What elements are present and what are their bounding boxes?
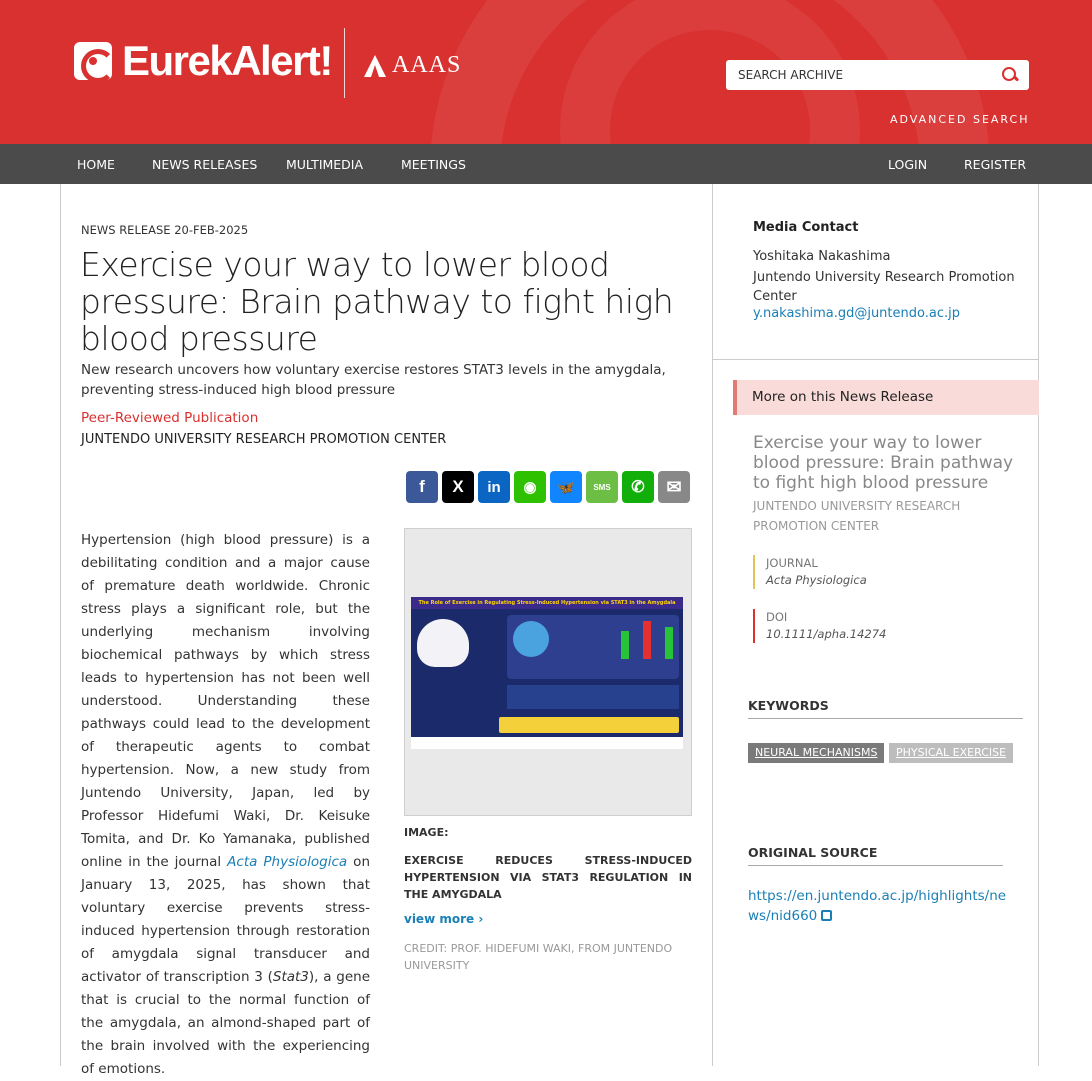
aaas-logo[interactable] (364, 52, 461, 79)
doi-label: DOI (766, 610, 788, 624)
infographic-brain-circle (513, 621, 549, 657)
nav-news-releases[interactable]: NEWS RELEASES (152, 157, 258, 172)
x-share-icon[interactable]: X (442, 471, 474, 503)
journal-label: JOURNAL (766, 556, 818, 570)
infographic-strip (507, 685, 679, 709)
logo-text: EurekAlert! (122, 37, 332, 84)
image-credit: CREDIT: PROF. HIDEFUMI WAKI, FROM JUNTENDO UNIVERSITY (404, 942, 673, 972)
original-source-heading: ORIGINAL SOURCE (748, 845, 1003, 866)
aaas-logo-icon (364, 55, 386, 77)
nav-login[interactable]: LOGIN (888, 157, 928, 172)
article-title: Exercise your way to lower blood pressure: Brain pathway to fight high blood pressure (80, 245, 674, 358)
infographic-footer (411, 737, 683, 749)
more-release-title: Exercise your way to lower blood pressure: Brain pathway to fight high blood pressure (753, 433, 1014, 493)
journal-link[interactable]: Acta Physiologica (227, 854, 348, 870)
chevron-right-icon: › (478, 912, 484, 926)
mouse-illustration (417, 619, 469, 667)
site-header (0, 0, 1092, 144)
search-input[interactable] (738, 68, 988, 82)
sms-share-icon[interactable]: SMS (586, 471, 618, 503)
infographic-bar (621, 631, 629, 659)
contact-email-link[interactable]: y.nakashima.gd@juntendo.ac.jp (753, 306, 960, 321)
image-caption: EXERCISE REDUCES STRESS-INDUCED HYPERTENSION VIA STAT3 REGULATION IN THE AMYGDALA (404, 854, 692, 901)
doi-value: 10.1111/apha.14274 (766, 627, 887, 641)
search-archive-box (726, 60, 1029, 90)
image-label: IMAGE: (404, 826, 449, 839)
infographic-bar (665, 627, 673, 659)
release-date: NEWS RELEASE 20-FEB-2025 (81, 223, 249, 237)
more-release-organization: JUNTENDO UNIVERSITY RESEARCH PROMOTION CENTER (753, 499, 961, 533)
doi-meta (753, 609, 1013, 643)
infographic (411, 597, 683, 749)
main-nav (0, 144, 1092, 184)
infographic-conclusion-box (499, 717, 679, 733)
wechat-share-icon[interactable]: ◉ (514, 471, 546, 503)
column-divider (712, 184, 713, 1066)
external-link-icon (821, 910, 832, 921)
share-bar (406, 471, 690, 503)
linkedin-share-icon[interactable]: in (478, 471, 510, 503)
sidebar-separator (712, 359, 1039, 360)
journal-value: Acta Physiologica (766, 573, 867, 587)
journal-meta (753, 555, 1013, 589)
media-contact-heading: Media Contact (753, 220, 859, 235)
institution-name: JUNTENDO UNIVERSITY RESEARCH PROMOTION CENTER (81, 432, 447, 447)
eurekalert-logo-icon (74, 42, 112, 80)
search-icon[interactable] (1002, 67, 1018, 83)
logo-divider (344, 28, 345, 98)
email-share-icon[interactable]: ✉ (658, 471, 690, 503)
article-image[interactable] (404, 528, 692, 816)
infographic-bar (643, 621, 651, 659)
nav-meetings[interactable]: MEETINGS (401, 157, 466, 172)
article-subtitle: New research uncovers how voluntary exercise restores STAT3 levels in the amygdala, preventing stress-induced high blood pressure (81, 362, 666, 398)
article-body: Hypertension (high blood pressure) is a debilitating condition and a major cause of premature death worldwide. Chronic stress plays a significant role, but the underlying mechanism involving biochemical pathways by which stress leads to hypertension has not been well understood. Understanding these pathways could lead to the development of therapeutic agents to combat hypertension. Now, a new study from Juntendo University, Japan, led by Professor Hidefumi Waki, Dr. Keisuke Tomita, and Dr. Ko Yamanaka, published online in the journal Acta Physiologica on January 13, 2025, has shown that voluntary exercise prevents stress-induced hypertension through restoration of amygdala signal transducer and activator of transcription 3 (Stat3), a gene that is crucial to the normal function of the amygdala, an almond-shaped part of the brain involved with the experiencing of emotions. (81, 532, 371, 1077)
bluesky-share-icon[interactable]: 🦋 (550, 471, 582, 503)
keyword-tag[interactable]: NEURAL MECHANISMS (748, 743, 884, 763)
nav-home[interactable]: HOME (77, 157, 115, 172)
view-more-link[interactable]: view more › (404, 912, 484, 926)
original-source-link[interactable]: https://en.juntendo.ac.jp/highlights/news/nid660 (748, 888, 1007, 924)
advanced-search-link[interactable]: ADVANCED SEARCH (890, 113, 1030, 126)
whatsapp-share-icon[interactable]: ✆ (622, 471, 654, 503)
peer-reviewed-label: Peer-Reviewed Publication (81, 410, 259, 426)
contact-name: Yoshitaka Nakashima (753, 249, 891, 264)
aaas-text: AAAS (392, 52, 462, 78)
infographic-title: The Role of Exercise in Regulating Stress-Induced Hypertension via STAT3 in the Amygdala (411, 597, 683, 609)
contact-organization: Juntendo University Research Promotion Center (753, 270, 1015, 304)
keyword-tag[interactable]: PHYSICAL EXERCISE (889, 743, 1013, 763)
nav-register[interactable]: REGISTER (964, 157, 1027, 172)
eurekalert-logo[interactable] (74, 37, 332, 84)
nav-multimedia[interactable]: MULTIMEDIA (286, 157, 364, 172)
facebook-share-icon[interactable]: f (406, 471, 438, 503)
more-on-release-heading: More on this News Release (733, 380, 1039, 415)
keywords-heading: KEYWORDS (748, 698, 1023, 719)
